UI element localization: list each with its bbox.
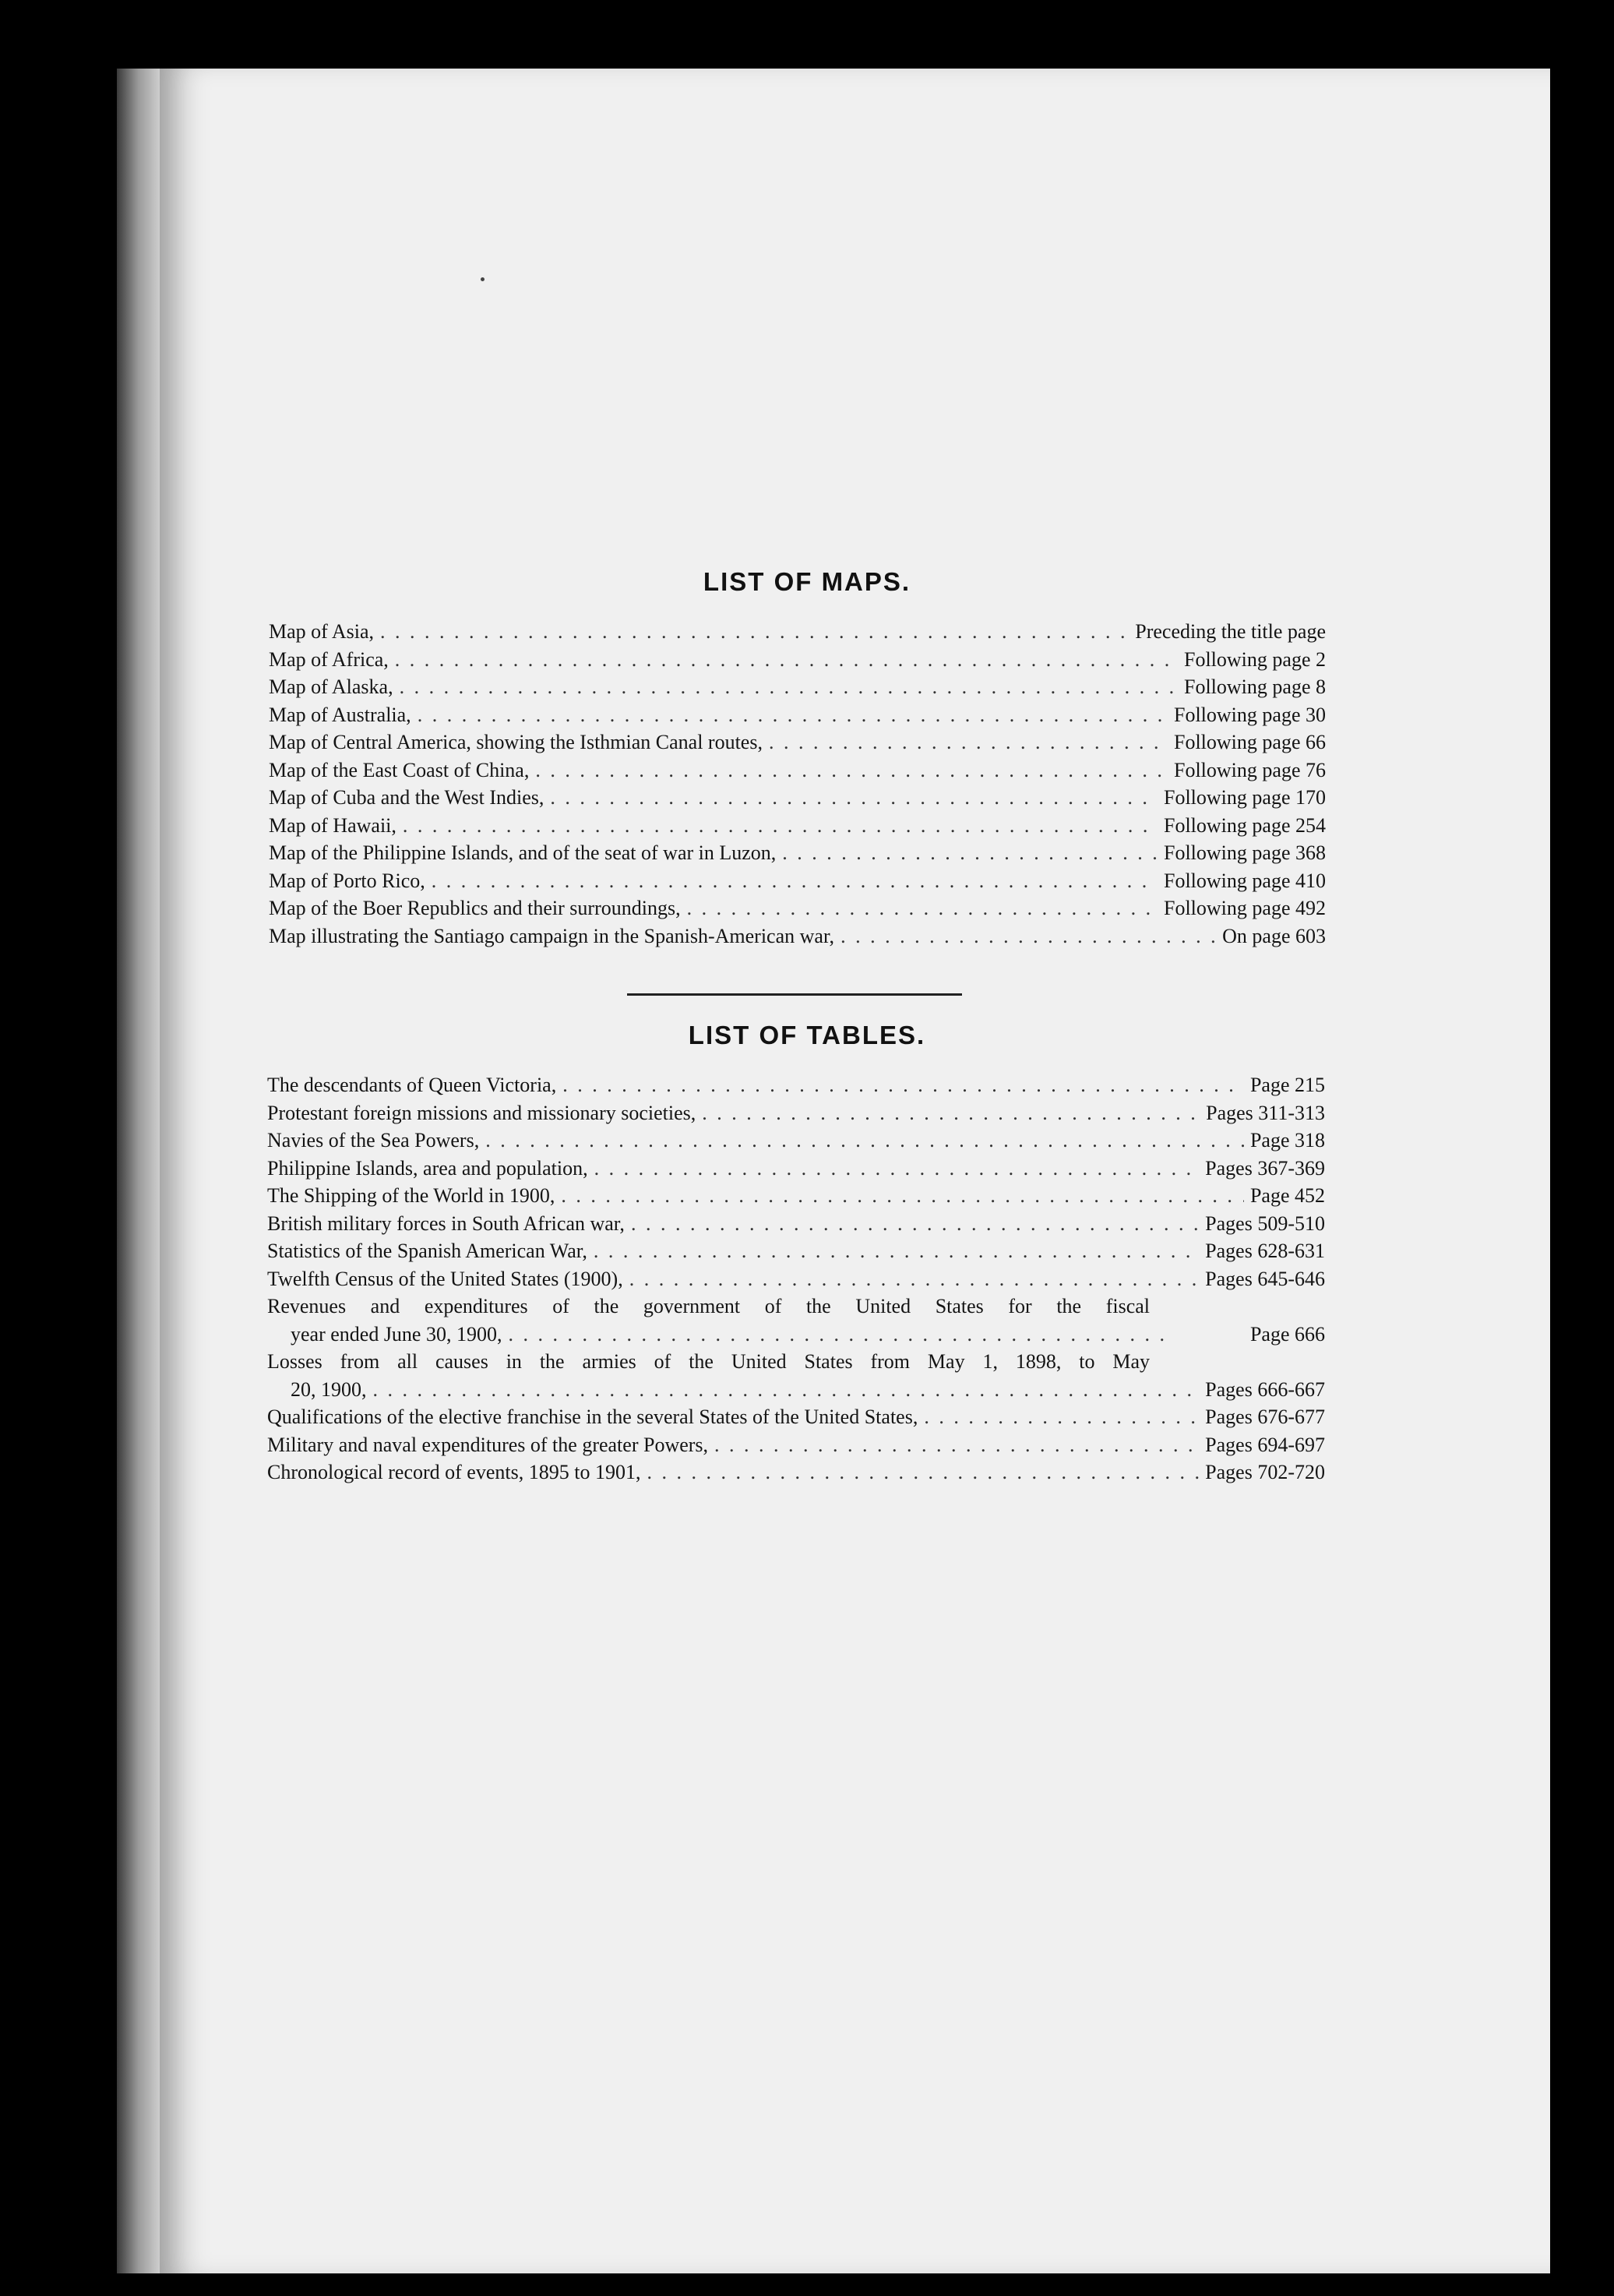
list-item: British military forces in South African war, . . . Pages 509-510	[267, 1210, 1325, 1238]
list-item: The Shipping of the World in 1900, . . . Page 452	[267, 1182, 1325, 1210]
list-item: Map of Porto Rico, . . . Following page 410	[269, 867, 1326, 895]
list-item: Qualifications of the elective franchise in the several States of the United States, . . . Pages 676-677	[267, 1403, 1325, 1431]
list-item: Map of Hawaii, . . . Following page 254	[269, 812, 1326, 840]
list-item: Map of Asia, . . . Preceding the title page	[269, 618, 1326, 646]
list-item: Protestant foreign missions and missionary societies, . . . Pages 311-313	[267, 1099, 1325, 1127]
list-item: Map of Alaska, . . . Following page 8	[269, 673, 1326, 701]
tables-list	[267, 1071, 1325, 1487]
list-item: Statistics of the Spanish American War, . . . Pages 628-631	[267, 1237, 1325, 1265]
list-item: Map of the Boer Republics and their surroundings, . . . Following page 492	[269, 894, 1326, 922]
tables-heading: LIST OF TABLES.	[688, 1021, 926, 1049]
list-item: Map of the East Coast of China, . . . Following page 76	[269, 757, 1326, 785]
list-item: The descendants of Queen Victoria, . . . Page 215	[267, 1071, 1325, 1099]
list-item: Map of Cuba and the West Indies, . . . Following page 170	[269, 784, 1326, 812]
list-item: Map illustrating the Santiago campaign in the Spanish-American war, . . . On page 603	[269, 922, 1326, 950]
list-item: Revenues and expenditures of the government of the United States for the fiscal year ended June 30, 1900, . . . Page 666	[267, 1293, 1325, 1348]
list-item: Military and naval expenditures of the greater Powers, . . . Pages 694-697	[267, 1431, 1325, 1459]
page-speck	[481, 277, 485, 281]
maps-list	[269, 618, 1326, 950]
list-item: Philippine Islands, area and population, . . . Pages 367-369	[267, 1155, 1325, 1183]
list-item: Map of Australia, . . . Following page 30	[269, 701, 1326, 729]
maps-heading: LIST OF MAPS.	[703, 567, 911, 596]
list-item: Twelfth Census of the United States (1900), . . . Pages 645-646	[267, 1265, 1325, 1293]
section-divider	[627, 993, 962, 996]
list-item: Map of Africa, . . . Following page 2	[269, 646, 1326, 674]
list-item: Map of the Philippine Islands, and of the seat of war in Luzon, . . . Following page 368	[269, 839, 1326, 867]
list-item: Chronological record of events, 1895 to 1901, . . . Pages 702-720	[267, 1458, 1325, 1487]
list-item: Losses from all causes in the armies of the United States from May 1, 1898, to May 20, 1900, . . . Pages 666-667	[267, 1348, 1325, 1403]
list-item: Navies of the Sea Powers, . . . Page 318	[267, 1127, 1325, 1155]
list-item: Map of Central America, showing the Isthmian Canal routes, . . . Following page 66	[269, 728, 1326, 757]
